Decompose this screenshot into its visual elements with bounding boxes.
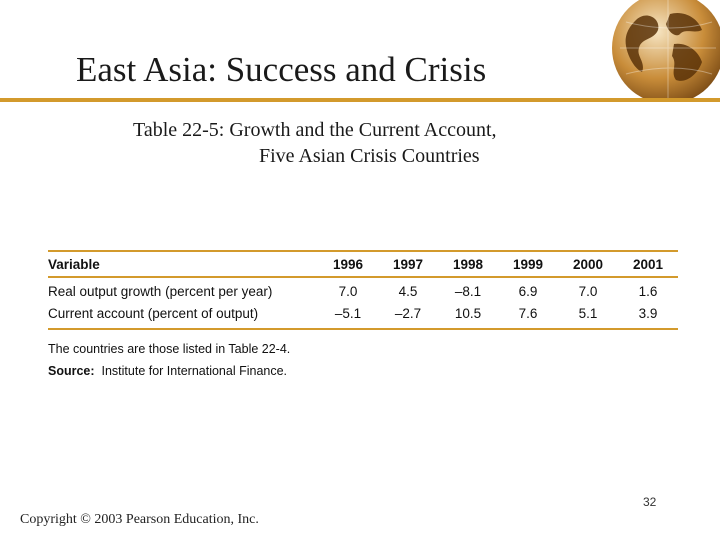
table-row	[48, 280, 678, 302]
copyright-notice: Copyright © 2003 Pearson Education, Inc.	[20, 512, 259, 527]
table-header-row	[48, 252, 678, 276]
table-notes	[48, 338, 678, 382]
table-cell: 7.0	[338, 283, 358, 299]
header-2000: 2000	[572, 256, 604, 272]
table-cell: 10.5	[454, 305, 482, 321]
globe-icon	[606, 0, 720, 100]
table-body	[48, 278, 678, 328]
table-source	[48, 360, 678, 382]
table-cell: –8.1	[454, 283, 482, 299]
table-cell: 7.6	[518, 305, 538, 321]
table-cell: 1.6	[638, 283, 658, 299]
table-cell: 7.0	[578, 283, 598, 299]
caption-line2: Five Asian Crisis Countries	[259, 145, 480, 167]
table-cell: 3.9	[638, 305, 658, 321]
title-underline	[0, 98, 720, 102]
header-1996: 1996	[332, 256, 364, 272]
data-table	[48, 250, 678, 382]
table-bottom-rule	[48, 328, 678, 330]
table-cell: 6.9	[518, 283, 538, 299]
table-number: Table 22-5	[133, 119, 219, 141]
table-cell: 5.1	[578, 305, 598, 321]
row-label: Current account (percent of output)	[48, 305, 259, 321]
table-cell: 4.5	[398, 283, 418, 299]
table-row	[48, 302, 678, 324]
slide-title: East Asia: Success and Crisis	[76, 50, 487, 89]
page-number: 32	[643, 495, 657, 509]
table-cell: –2.7	[394, 305, 422, 321]
table-footnote: The countries are those listed in Table 22-4.	[48, 342, 291, 356]
source-text: Institute for International Finance.	[101, 364, 288, 378]
table-cell: –5.1	[334, 305, 362, 321]
row-label: Real output growth (percent per year)	[48, 283, 273, 299]
caption-line1: : Growth and the Current Account,	[218, 119, 497, 141]
table-caption	[133, 117, 497, 169]
header-1997: 1997	[392, 256, 424, 272]
header-variable: Variable	[48, 256, 100, 272]
source-label: Source:	[48, 364, 95, 378]
header-2001: 2001	[632, 256, 664, 272]
header-1998: 1998	[452, 256, 484, 272]
header-1999: 1999	[512, 256, 544, 272]
